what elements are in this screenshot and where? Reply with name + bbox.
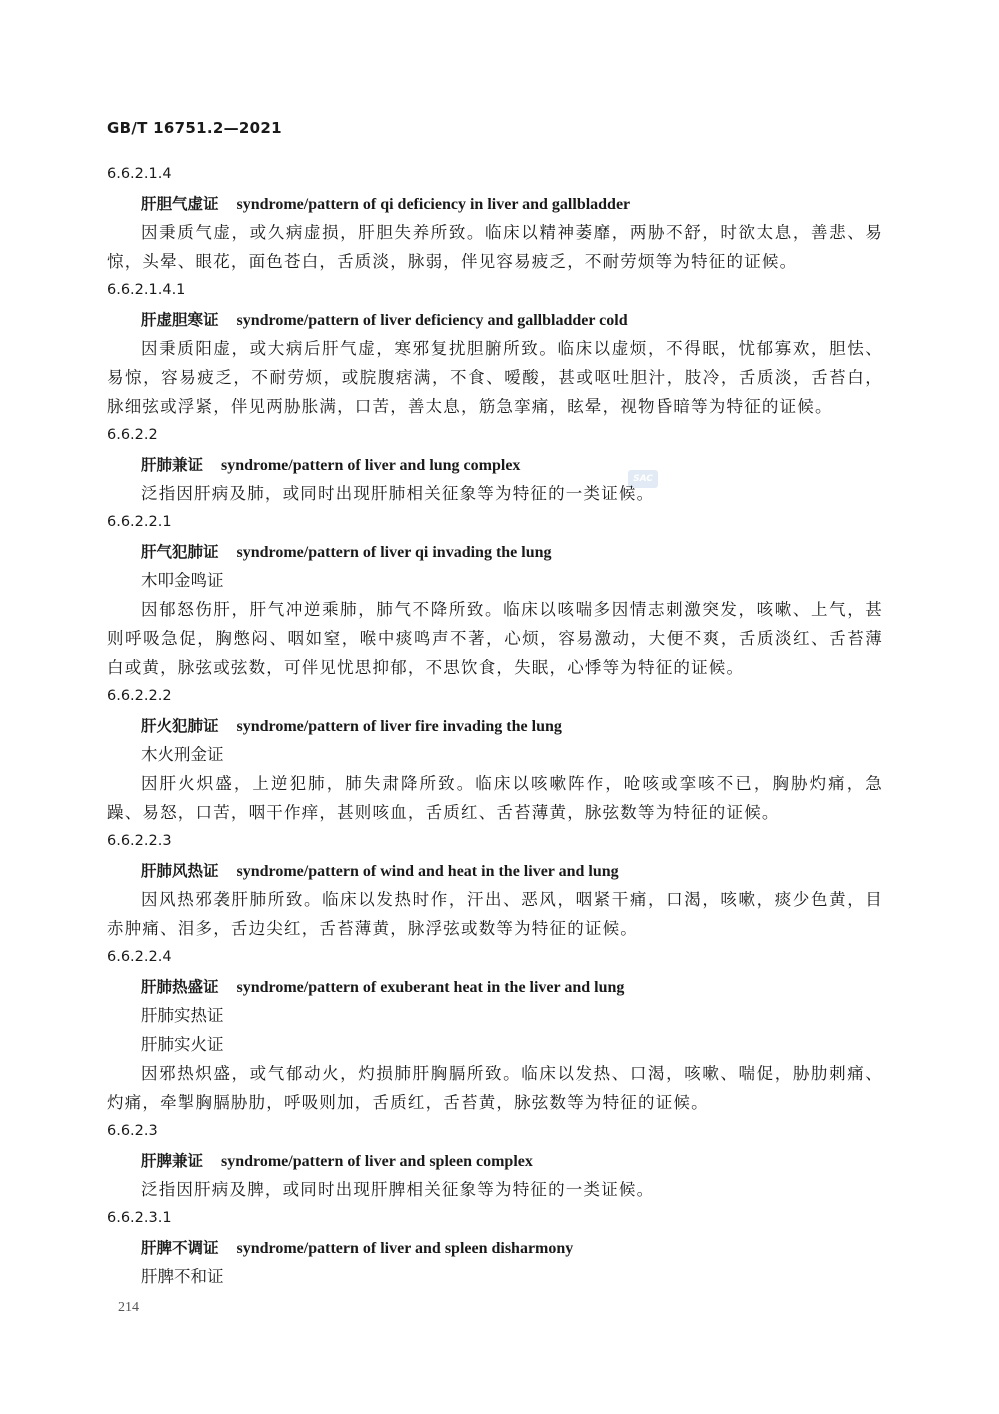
- term-chinese: 肝火犯肺证: [141, 717, 219, 735]
- term-heading: [107, 305, 883, 334]
- synonym-term: 木叩金鸣证: [141, 571, 224, 590]
- definition-text: 泛指因肝病及肺，或同时出现肝肺相关征象等为特征的一类证候。: [141, 484, 655, 503]
- term-entry: [107, 943, 883, 1117]
- term-heading: [107, 1146, 883, 1175]
- term-english: syndrome/pattern of liver deficiency and gallbladder cold: [236, 312, 628, 329]
- synonym-term: 肝脾不和证: [141, 1267, 224, 1286]
- term-chinese: 肝虚胆寒证: [141, 311, 219, 329]
- term-entry: [107, 1117, 883, 1204]
- term-heading: [107, 450, 883, 479]
- term-heading: [107, 972, 883, 1001]
- watermark-logo: SAC: [628, 470, 658, 488]
- clause-number: 6.6.2.2.4: [107, 949, 172, 965]
- definition-text: 因秉质阳虚，或大病后肝气虚，寒邪复扰胆腑所致。临床以虚烦，不得眠，忧郁寡欢，胆怯、易惊，容易疲乏，不耐劳烦，或脘腹痞满，不食、嗳酸，甚或呕吐胆汁，肢冷，舌质淡，舌苔白，脉细弦或浮紧，伴见两胁胀满，口苦，善太息，筋急挛痛，眩晕，视物昏暗等为特征的证候。: [107, 339, 883, 416]
- term-english: syndrome/pattern of exuberant heat in the liver and lung: [236, 979, 625, 996]
- clause-number: 6.6.2.2: [107, 427, 158, 443]
- term-entry: [107, 682, 883, 827]
- definition-text: 因秉质气虚，或久病虚损，肝胆失养所致。临床以精神萎靡，两胁不舒，时欲太息，善悲、易惊，头晕、眼花，面色苍白，舌质淡，脉弱，伴见容易疲乏，不耐劳烦等为特征的证候。: [107, 223, 883, 271]
- clause-number: 6.6.2.2.1: [107, 514, 172, 530]
- term-entry: [107, 508, 883, 682]
- term-entry: [107, 421, 883, 508]
- term-english: syndrome/pattern of wind and heat in the liver and lung: [236, 863, 619, 880]
- term-english: syndrome/pattern of liver and spleen complex: [221, 1153, 533, 1170]
- clause-number: 6.6.2.1.4: [107, 166, 172, 182]
- clause-number: 6.6.2.2.3: [107, 833, 172, 849]
- definition-text: 因邪热炽盛，或气郁动火，灼损肺肝胸膈所致。临床以发热、口渴，咳嗽、喘促，胁肋刺痛、灼痛，牵掣胸膈胁肋，呼吸则加，舌质红，舌苔黄，脉弦数等为特征的证候。: [107, 1064, 883, 1112]
- term-heading: [107, 189, 883, 218]
- term-chinese: 肝肺兼证: [141, 456, 204, 474]
- clause-number: 6.6.2.3.1: [107, 1210, 172, 1226]
- term-chinese: 肝脾兼证: [141, 1152, 204, 1170]
- term-heading: [107, 537, 883, 566]
- term-entry: [107, 276, 883, 421]
- clause-number: 6.6.2.3: [107, 1123, 158, 1139]
- synonym-term: 肝肺实热证: [141, 1006, 224, 1025]
- term-entry: [107, 160, 883, 276]
- term-english: syndrome/pattern of liver qi invading the lung: [236, 544, 552, 561]
- definition-text: 因风热邪袭肝肺所致。临床以发热时作，汗出、恶风，咽紧干痛，口渴，咳嗽，痰少色黄，目赤肿痛、泪多，舌边尖红，舌苔薄黄，脉浮弦或数等为特征的证候。: [107, 890, 883, 938]
- clause-number: 6.6.2.2.2: [107, 688, 172, 704]
- definition-text: 因肝火炽盛，上逆犯肺，肺失肃降所致。临床以咳嗽阵作，呛咳或挛咳不已，胸胁灼痛，急躁、易怒，口苦，咽干作痒，甚则咳血，舌质红、舌苔薄黄，脉弦数等为特征的证候。: [107, 774, 883, 822]
- term-chinese: 肝肺热盛证: [141, 978, 219, 996]
- term-heading: [107, 711, 883, 740]
- term-chinese: 肝肺风热证: [141, 862, 219, 880]
- page-number: 214: [118, 1300, 139, 1315]
- term-english: syndrome/pattern of liver and spleen disharmony: [236, 1240, 574, 1257]
- term-heading: [107, 1233, 883, 1262]
- standard-number: GB/T 16751.2—2021: [107, 119, 282, 137]
- term-english: syndrome/pattern of qi deficiency in liver and gallbladder: [236, 196, 631, 213]
- synonym-term: 木火刑金证: [141, 745, 224, 764]
- definition-text: 泛指因肝病及脾，或同时出现肝脾相关征象等为特征的一类证候。: [141, 1180, 655, 1199]
- clause-number: 6.6.2.1.4.1: [107, 282, 186, 298]
- term-entry: [107, 1204, 883, 1291]
- term-english: syndrome/pattern of liver fire invading the lung: [236, 718, 562, 735]
- term-chinese: 肝胆气虚证: [141, 195, 219, 213]
- synonym-term: 肝肺实火证: [141, 1035, 224, 1054]
- term-heading: [107, 856, 883, 885]
- term-chinese: 肝脾不调证: [141, 1239, 219, 1257]
- document-body: [107, 160, 883, 1291]
- term-chinese: 肝气犯肺证: [141, 543, 219, 561]
- definition-text: 因郁怒伤肝，肝气冲逆乘肺，肺气不降所致。临床以咳喘多因情志刺激突发，咳嗽、上气，甚则呼吸急促，胸憋闷、咽如窒，喉中痰鸣声不著，心烦，容易激动，大便不爽，舌质淡红、舌苔薄白或黄，脉弦或弦数，可伴见忧思抑郁，不思饮食，失眠，心悸等为特征的证候。: [107, 600, 883, 677]
- term-english: syndrome/pattern of liver and lung complex: [221, 457, 521, 474]
- term-entry: [107, 827, 883, 943]
